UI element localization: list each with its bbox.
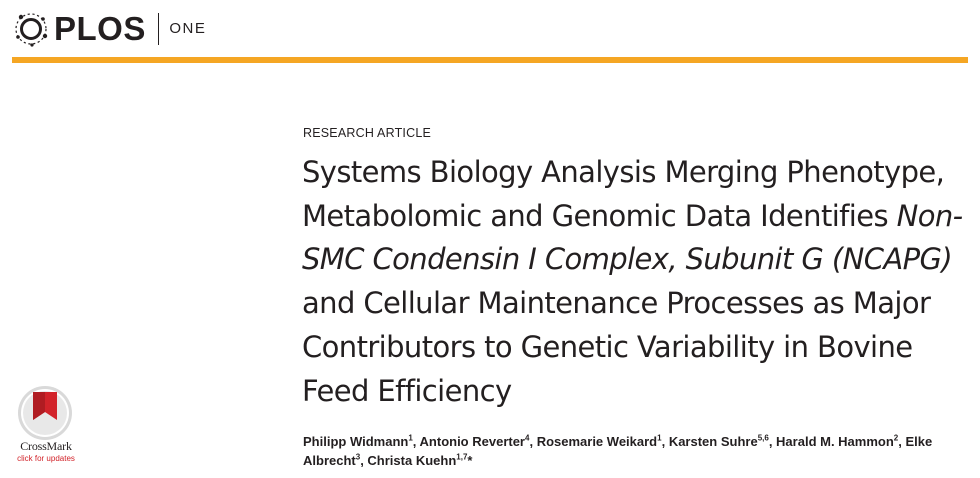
author-5[interactable] [776, 434, 898, 449]
plos-one-logo[interactable] [12, 9, 206, 49]
article-title [302, 151, 972, 413]
crossmark-label: CrossMark [20, 439, 72, 453]
author-list: Philipp Widmann$^1$, Antonio Reverter$^4$, Rosemarie Weikard$^1$, Karsten Suhre$^{5,6}$, Harald M. Hammon$^2$, Elke Albrecht$^3$, Christa Kuehn$^{1,7}$* [303, 433, 933, 468]
title-italic-a: Non-SMC Condensin I Complex [302, 198, 963, 277]
author-name: Antonio Reverter [419, 434, 525, 449]
author-affiliation: 4 [525, 433, 530, 443]
author-affiliation: 1 [657, 433, 662, 443]
crossmark-badge[interactable] [12, 384, 80, 466]
header-accent-bar [12, 57, 968, 63]
author-name: Christa Kuehn [367, 452, 457, 468]
author-affiliation-number: 1,7 [456, 452, 468, 462]
author-affiliation: 1 [408, 433, 413, 443]
author-name: Karsten Suhre [668, 434, 758, 449]
logo-text: PLOS [54, 10, 146, 47]
title-part-3: and Cellular Maintenance Processes as Major Contributors to Genetic Variability in Bovine Feed Efficiency [302, 286, 931, 408]
title-italic-b: Subunit G (NCAPG) [685, 242, 953, 277]
author-affiliation [456, 452, 467, 461]
author-name: Philipp Widmann [303, 434, 409, 449]
author-affiliation: 3 [355, 452, 361, 462]
title-part-1: Systems Biology Analysis Merging Phenotype, Metabolomic and Genomic Data Identifies [302, 155, 945, 233]
corresponding-author-mark: * [467, 452, 473, 468]
author-3[interactable] [537, 434, 662, 449]
author-4[interactable] [669, 434, 769, 449]
author-affiliation: 5,6 [757, 433, 769, 443]
article-type: RESEARCH ARTICLE [303, 126, 432, 140]
author-name: Harald M. Hammon [776, 434, 894, 449]
author-name: Elke Albrecht [303, 434, 933, 468]
header [0, 0, 980, 62]
author-1[interactable] [303, 434, 413, 449]
logo-subtitle: ONE [169, 20, 207, 37]
logo-divider [158, 13, 160, 45]
author-2[interactable] [420, 434, 530, 449]
author-7[interactable] [367, 453, 472, 468]
plos-logo-icon [12, 10, 50, 48]
title-italic-gene-name: Non-SMC Condensin I Complex, Subunit G (NCAPG) [302, 198, 963, 277]
crossmark-sublabel: click for updates [17, 454, 75, 463]
author-name: Rosemarie Weikard [536, 434, 658, 449]
author-affiliation: 2 [893, 433, 899, 443]
crossmark-icon [16, 384, 74, 442]
